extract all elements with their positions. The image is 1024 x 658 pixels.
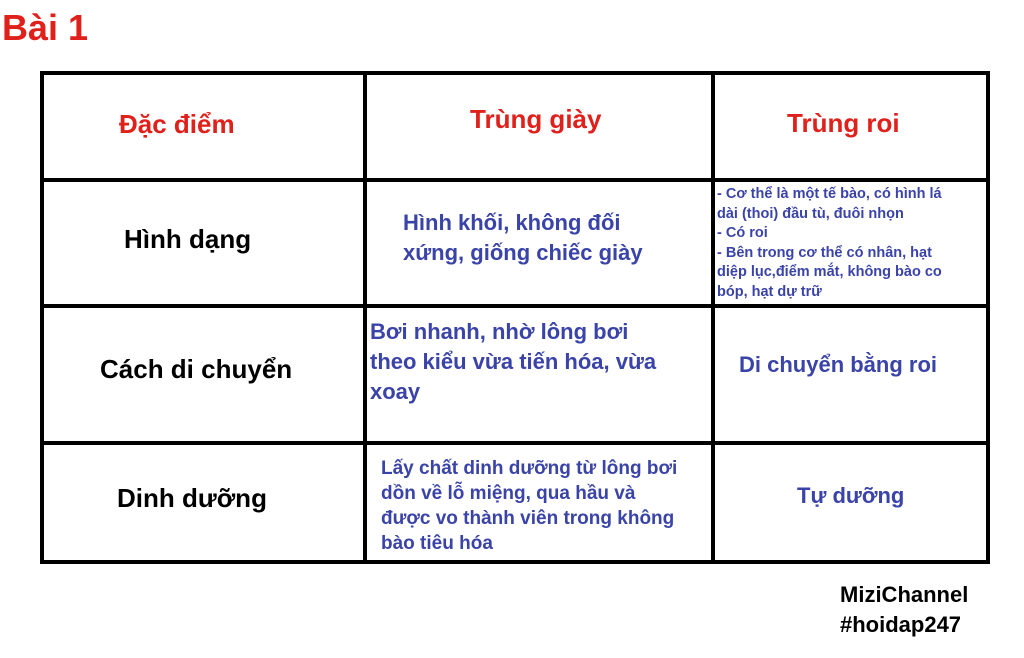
row-label-nutrition: Dinh dưỡng: [117, 483, 267, 513]
row-label-movement: Cách di chuyển: [100, 354, 293, 384]
row-label-cell-nutrition: [44, 441, 363, 560]
credit-channel: MiziChannel: [840, 582, 969, 607]
header-euglena: Trùng roi: [787, 108, 900, 138]
cell-nutrition-paramecium: [363, 441, 711, 560]
header-cell-paramecium: [363, 75, 711, 178]
text-shape-euglena: - Cơ thể là một tế bào, có hình lá dài (thoi) đầu tù, đuôi nhọn - Có roi - Bên trong cơ thể có nhân, hạt diệp lục,điểm mắt, không bào co bóp, hạt dự trữ: [717, 186, 942, 300]
cell-movement-paramecium: [363, 304, 711, 441]
text-nutrition-paramecium: Lấy chất dinh dưỡng từ lông bơi dồn về lỗ miệng, qua hầu và được vo thành viên trong không bào tiêu hóa: [381, 458, 678, 554]
cell-movement-euglena: [711, 304, 986, 441]
text-shape-paramecium: Hình khối, không đối xứng, giống chiếc giày: [403, 210, 643, 265]
header-paramecium: Trùng giày: [470, 104, 602, 134]
cell-shape-euglena: [711, 178, 986, 304]
row-label-shape: Hình dạng: [124, 224, 252, 254]
text-movement-euglena: Di chuyển bằng roi: [739, 352, 938, 377]
header-cell-feature: [44, 75, 363, 178]
text-nutrition-euglena: Tự dưỡng: [797, 483, 905, 508]
header-feature: Đặc điểm: [119, 109, 235, 139]
cell-shape-paramecium: [363, 178, 711, 304]
page-title: Bài 1: [2, 7, 89, 48]
cell-nutrition-euglena: [711, 441, 986, 560]
comparison-table: [40, 71, 990, 564]
row-label-cell-shape: [44, 178, 363, 304]
credit-hashtag: #hoidap247: [840, 612, 962, 637]
row-label-cell-movement: [44, 304, 363, 441]
credit-watermark: [840, 580, 968, 640]
text-movement-paramecium: Bơi nhanh, nhờ lông bơi theo kiểu vừa tiến hóa, vừa xoay: [370, 319, 657, 404]
header-cell-euglena: [711, 75, 986, 178]
